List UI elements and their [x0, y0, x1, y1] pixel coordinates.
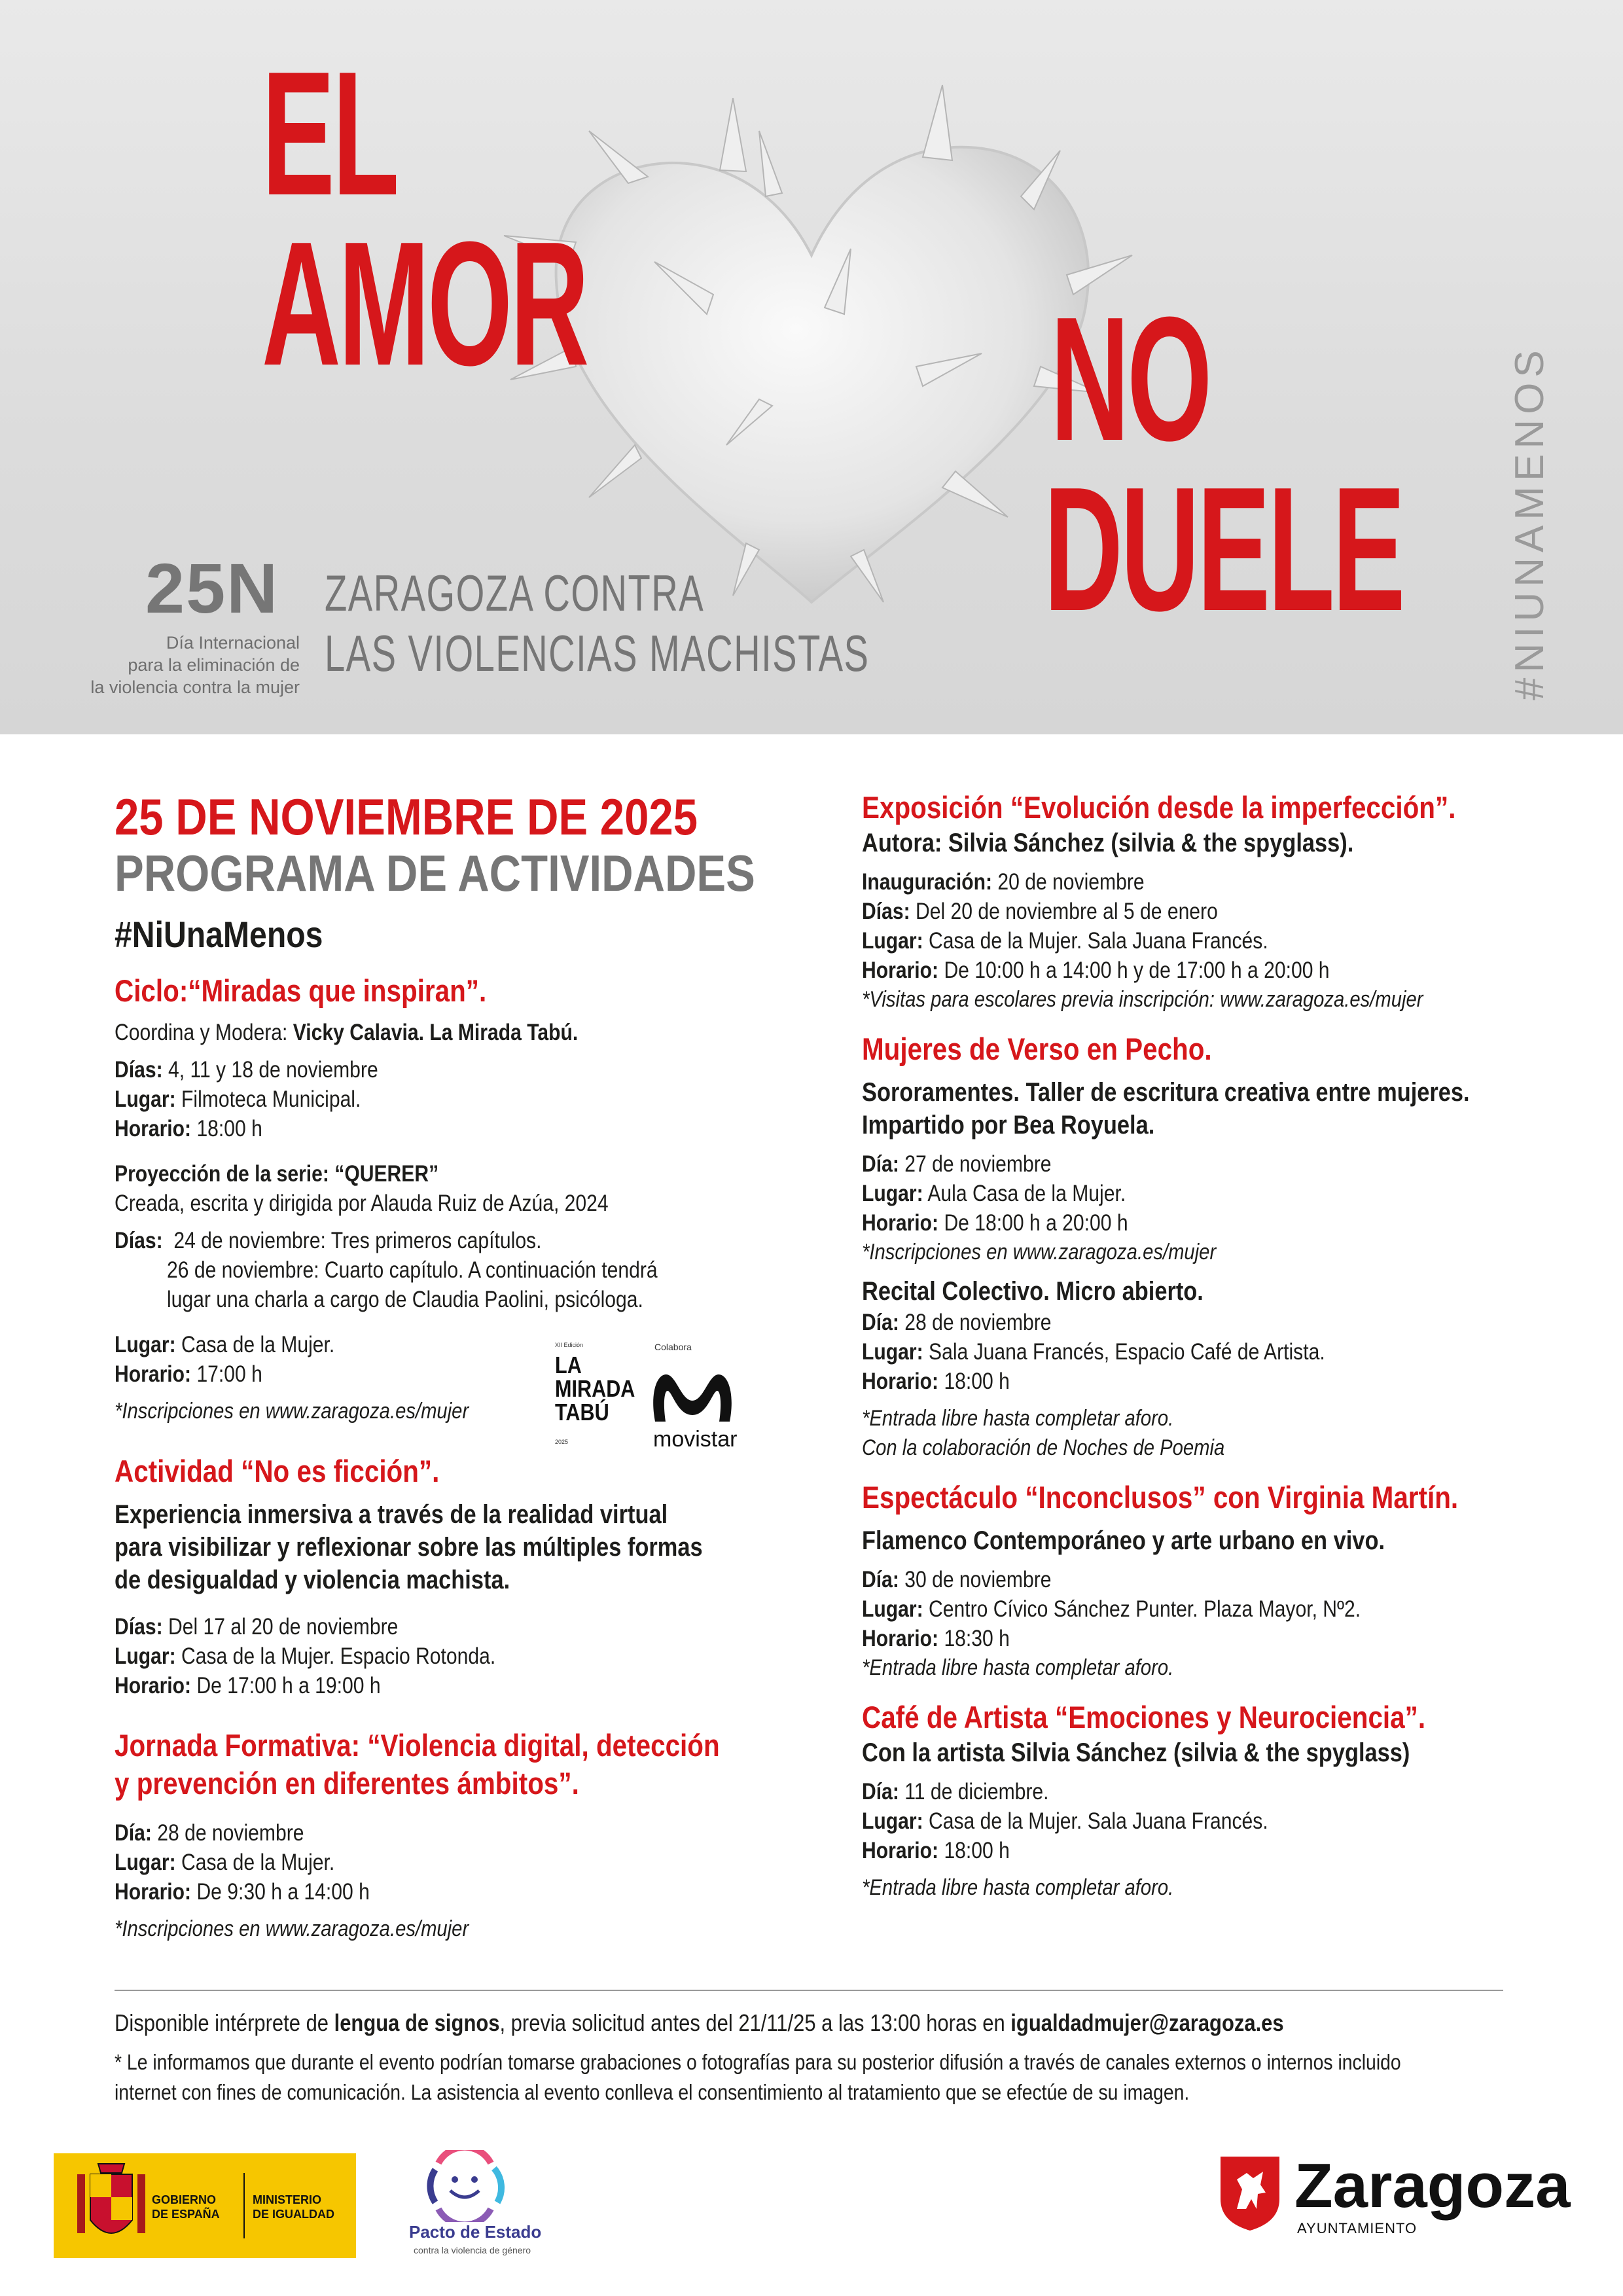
pacto-smile-icon	[399, 2150, 530, 2222]
colabora-label: Colabora	[654, 1342, 692, 1352]
verso-horario: Horario: De 18:00 h a 20:00 h	[862, 1210, 1128, 1236]
ciclo-coordina: Coordina y Modera: Vicky Calavia. La Mirada Tabú.	[115, 1020, 579, 1045]
jornada-title: y prevención en diferentes ámbitos”.	[115, 1766, 579, 1801]
ayuntamiento-label: AYUNTAMIENTO	[1297, 2220, 1418, 2236]
badge-sub-line: Día Internacional	[166, 633, 300, 653]
ministerio-label: MINISTERIO DE IGUALDAD	[253, 2193, 334, 2221]
ficcion-sub: de desigualdad y violencia machista.	[115, 1566, 510, 1594]
jornada-horario: Horario: De 9:30 h a 14:00 h	[115, 1879, 370, 1905]
movistar-wordmark: movistar	[653, 1427, 738, 1452]
pacto-subtitle: contra la violencia de género	[414, 2245, 531, 2255]
ficcion-sub: para visibilizar y reflexionar sobre las múltiples formas	[115, 1533, 703, 1562]
lmt-year: 2025	[555, 1439, 569, 1445]
expo-inaug: Inauguración: 20 de noviembre	[862, 869, 1145, 895]
la-mirada-tabu-logo: LA MIRADA TABÚ	[555, 1352, 635, 1426]
campaign-line: ZARAGOZA CONTRA	[325, 564, 705, 622]
proyeccion-dias-line: 26 de noviembre: Cuarto capítulo. A continuación tendrá	[166, 1257, 658, 1283]
lmt-edition: XII Edición	[555, 1342, 584, 1348]
cafe-sub: Con la artista Silvia Sánchez (silvia & the spyglass)	[862, 1738, 1410, 1767]
verso-lugar: Lugar: Aula Casa de la Mujer.	[862, 1181, 1126, 1206]
expo-dias: Días: Del 20 de noviembre al 5 de enero	[862, 899, 1218, 924]
espectaculo-note: *Entrada libre hasta completar aforo.	[862, 1655, 1174, 1680]
badge-sub-line: la violencia contra la mujer	[90, 677, 300, 697]
ficcion-title: Actividad “No es ficción”.	[115, 1454, 440, 1488]
gobierno-espana-logo	[54, 2153, 356, 2258]
partner-logos	[555, 1342, 745, 1460]
event-date: 25 DE NOVIEMBRE DE 2025	[115, 788, 698, 846]
contact-email[interactable]: igualdadmujer@zaragoza.es	[1010, 2009, 1284, 2036]
badge-sub-line: para la eliminación de	[128, 655, 300, 675]
program-title: PROGRAMA DE ACTIVIDADES	[115, 844, 755, 902]
espectaculo-sub: Flamenco Contemporáneo y arte urbano en vivo.	[862, 1526, 1385, 1555]
proyeccion-lugar: Lugar: Casa de la Mujer.	[115, 1332, 335, 1357]
campaign-title	[325, 563, 869, 683]
sign-language-note: Disponible intérprete de lengua de signos, previa solicitud antes del 21/11/25 a las 13:00 horas en igualdadmujer@zaragoza.es	[115, 2009, 1284, 2036]
zaragoza-logo	[1217, 2151, 1571, 2238]
jornada-title: Jornada Formativa: “Violencia digital, detección	[115, 1728, 720, 1763]
ciclo-title: Ciclo:“Miradas que inspiran”.	[115, 973, 487, 1008]
headline-line-2: AMOR	[262, 206, 587, 403]
campaign-line: LAS VIOLENCIAS MACHISTAS	[325, 624, 870, 682]
ciclo-lugar: Lugar: Filmoteca Municipal.	[115, 1086, 361, 1112]
cafe-note: *Entrada libre hasta completar aforo.	[862, 1875, 1174, 1900]
jornada-note: *Inscripciones en www.zaragoza.es/mujer	[115, 1916, 469, 1941]
privacy-notice: * Le informamos que durante el evento podrían tomarse grabaciones o fotografías para su posterior difusión a través de canales externos o internos incluido internet con fines de comunicación. La asistencia al evento conlleva el consentimiento al tratamiento que se efectúe de su imagen.	[115, 2050, 1401, 2104]
espectaculo-horario: Horario: 18:30 h	[862, 1626, 1010, 1651]
proyeccion-dias-line: lugar una charla a cargo de Claudia Paolini, psicóloga.	[166, 1287, 643, 1312]
cafe-dia: Día: 11 de diciembre.	[862, 1779, 1049, 1804]
proyeccion-dias: Días: 24 de noviembre: Tres primeros capítulos.	[115, 1228, 542, 1253]
coat-of-arms-icon	[72, 2161, 151, 2250]
cafe-lugar: Lugar: Casa de la Mujer. Sala Juana Francés.	[862, 1808, 1268, 1834]
headline-line-3: NO	[1050, 281, 1210, 478]
hashtag: #NiUnaMenos	[115, 914, 323, 955]
verso-title: Mujeres de Verso en Pecho.	[862, 1031, 1212, 1066]
recital-lugar: Lugar: Sala Juana Francés, Espacio Café de Artista.	[862, 1339, 1325, 1365]
espectaculo-title: Espectáculo “Inconclusos” con Virginia Martín.	[862, 1480, 1459, 1515]
expo-sub: Autora: Silvia Sánchez (silvia & the spyglass).	[862, 829, 1354, 857]
badge-subtitle	[59, 632, 300, 698]
gob-divider	[243, 2173, 245, 2238]
ciclo-dias: Días: 4, 11 y 18 de noviembre	[115, 1057, 378, 1083]
verso-sub: Impartido por Bea Royuela.	[862, 1111, 1155, 1139]
ficcion-dias: Días: Del 17 al 20 de noviembre	[115, 1614, 399, 1640]
ficcion-horario: Horario: De 17:00 h a 19:00 h	[115, 1673, 381, 1698]
ciclo-horario: Horario: 18:00 h	[115, 1116, 262, 1141]
recital-note: *Entrada libre hasta completar aforo.	[862, 1406, 1174, 1431]
proyeccion-sub: Creada, escrita y dirigida por Alauda Ruiz de Azúa, 2024	[115, 1191, 609, 1216]
movistar-icon	[650, 1368, 735, 1427]
recital-colab: Con la colaboración de Noches de Poemia	[862, 1435, 1225, 1460]
right-column	[862, 789, 1523, 1903]
headline-line-4: DUELE	[1044, 451, 1403, 648]
espectaculo-lugar: Lugar: Centro Cívico Sánchez Punter. Plaza Mayor, Nº2.	[862, 1596, 1361, 1622]
pacto-estado-logo	[399, 2150, 542, 2265]
hero-banner	[0, 0, 1623, 734]
ciclo-note: *Inscripciones en www.zaragoza.es/mujer	[115, 1399, 469, 1424]
expo-note: *Visitas para escolares previa inscripción: www.zaragoza.es/mujer	[862, 987, 1423, 1012]
verso-sub: Sororamentes. Taller de escritura creativa entre mujeres.	[862, 1078, 1470, 1107]
headline-line-1: EL	[262, 35, 397, 232]
expo-lugar: Lugar: Casa de la Mujer. Sala Juana Francés.	[862, 928, 1268, 954]
jornada-dia: Día: 28 de noviembre	[115, 1820, 304, 1846]
cafe-horario: Horario: 18:00 h	[862, 1838, 1010, 1863]
recital-title: Recital Colectivo. Micro abierto.	[862, 1277, 1204, 1306]
cafe-title: Café de Artista “Emociones y Neurociencia”.	[862, 1700, 1426, 1734]
ficcion-lugar: Lugar: Casa de la Mujer. Espacio Rotonda.	[115, 1643, 496, 1669]
badge-25n: 25N	[145, 548, 279, 628]
expo-title: Exposición “Evolución desde la imperfección”.	[862, 790, 1456, 825]
footer-divider	[115, 1990, 1503, 1991]
verso-dia: Día: 27 de noviembre	[862, 1151, 1052, 1177]
vertical-hashtag: #NIUNAMENOS	[1507, 345, 1552, 700]
expo-horario: Horario: De 10:00 h a 14:00 h y de 17:00 h a 20:00 h	[862, 958, 1330, 983]
proyeccion-horario: Horario: 17:00 h	[115, 1361, 262, 1387]
lion-shield-icon	[1217, 2153, 1283, 2232]
jornada-lugar: Lugar: Casa de la Mujer.	[115, 1850, 335, 1875]
pacto-title: Pacto de Estado	[409, 2222, 542, 2242]
recital-dia: Día: 28 de noviembre	[862, 1310, 1052, 1335]
proyeccion-title: Proyección de la serie: “QUERER”	[115, 1161, 439, 1187]
espectaculo-dia: Día: 30 de noviembre	[862, 1567, 1052, 1592]
zaragoza-wordmark: Zaragoza	[1294, 2151, 1571, 2221]
verso-note: *Inscripciones en www.zaragoza.es/mujer	[862, 1240, 1217, 1265]
gobierno-label: GOBIERNO DE ESPAÑA	[152, 2193, 220, 2221]
recital-horario: Horario: 18:00 h	[862, 1369, 1010, 1394]
ficcion-sub: Experiencia inmersiva a través de la realidad virtual	[115, 1500, 668, 1529]
